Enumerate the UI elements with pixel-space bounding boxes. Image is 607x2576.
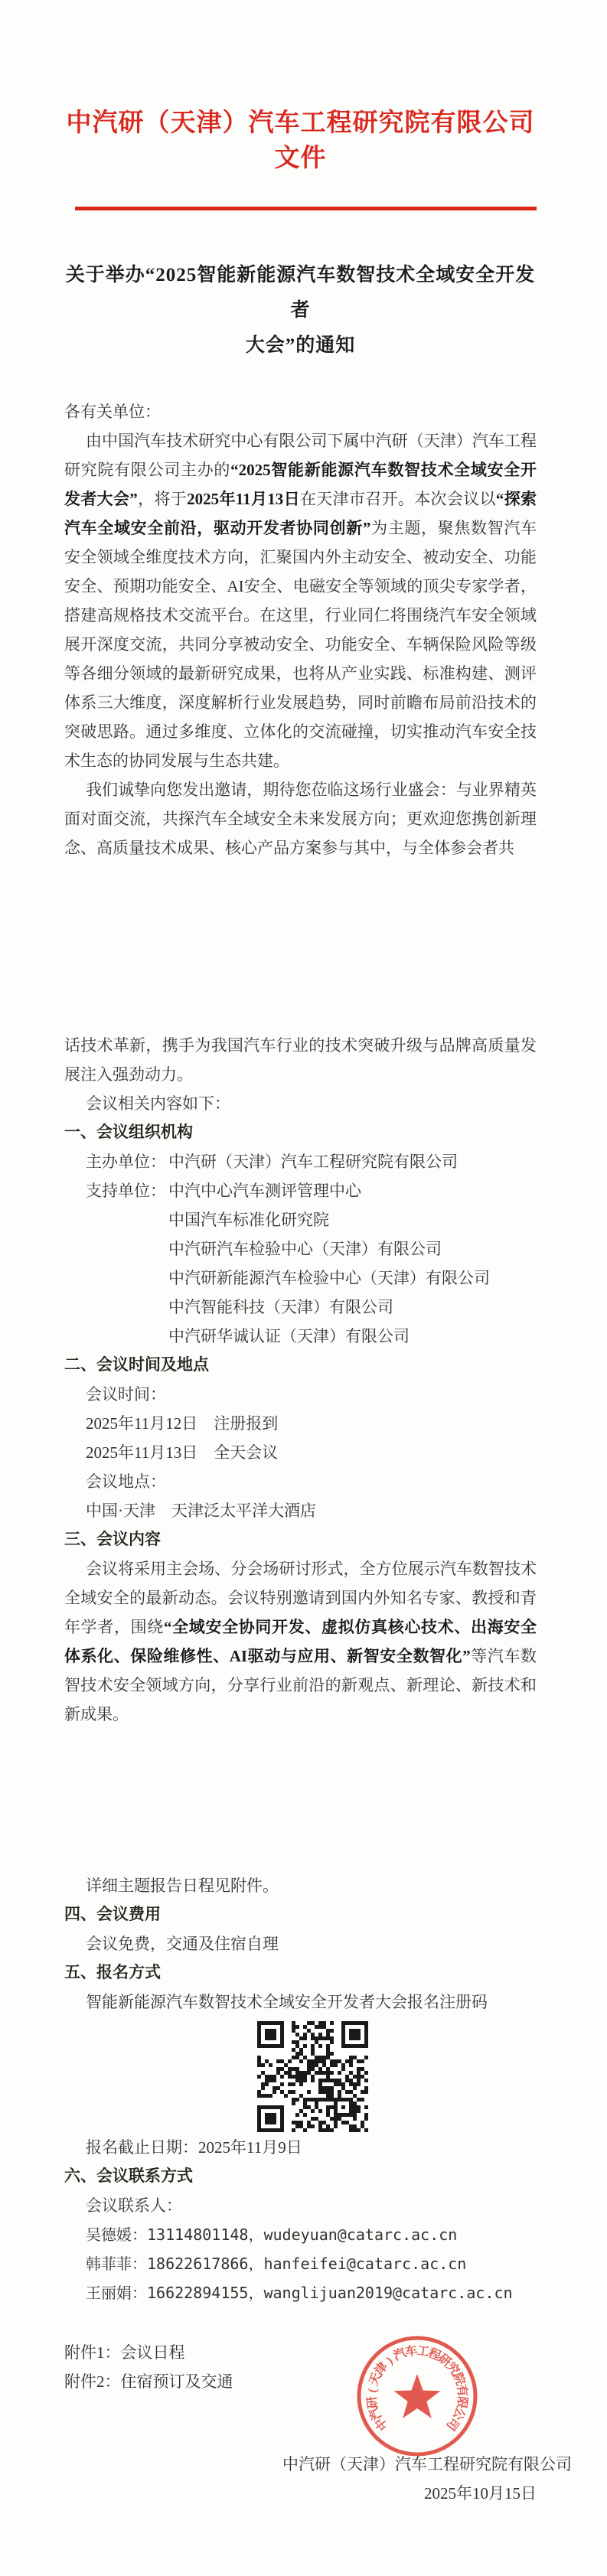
section-1-heading: 一、会议组织机构 bbox=[64, 1123, 193, 1141]
signature-block bbox=[64, 2450, 572, 2508]
org-support-row bbox=[86, 1205, 537, 1234]
page-break-gap-2 bbox=[64, 1729, 537, 1871]
supporter-3: 中汽研新能源汽车检验中心（天津）有限公司 bbox=[168, 1269, 490, 1287]
svg-text:有: 有 bbox=[454, 2383, 469, 2398]
intro-seg-6: 为主题，聚焦数智汽车安全领域全维度技术方向，汇聚国内外主动安全、被动安全、功能安全、预期功能安全、AI安全、电磁安全等领域的顶尖专家学者，搭建高规格技术交流平台。在这里，行业同仁将围绕汽车安全领域展开深度交流，共同分享被动安全、功能安全、车辆保险风险等级等各细分领域的最新研究成果，也将从产业实践、标准构建、测评体系三大维度，深度解析行业发展趋势，同时前瞻布局前沿技术的突破思路。通过多维度、立体化的交流碰撞，切实推动汽车安全技术生态的协同发展与生态共建。 bbox=[64, 519, 537, 770]
support-label: 支持单位： bbox=[86, 1182, 166, 1200]
supporter-4: 中汽智能科技（天津）有限公司 bbox=[168, 1298, 393, 1316]
time-item-1: 2025年11月13日 全天会议 bbox=[86, 1443, 279, 1462]
svg-text:研: 研 bbox=[436, 2352, 454, 2370]
intro-seg-4: 在天津市召开。本次会议以 bbox=[299, 490, 496, 508]
host-value: 中汽研（天津）汽车工程研究院有限公司 bbox=[168, 1153, 458, 1171]
contact-1: 韩菲菲：18622617866，hanfeifei@catarc.ac.cn bbox=[86, 2255, 467, 2273]
org-support-row bbox=[86, 1293, 537, 1322]
svg-text:津: 津 bbox=[372, 2360, 391, 2379]
intro-seg-3: 2025年11月13日 bbox=[187, 490, 300, 508]
qr-caption: 智能新能源汽车数智技术全域安全开发者大会报名注册码 bbox=[86, 1993, 488, 2011]
svg-text:限: 限 bbox=[454, 2395, 469, 2410]
time-label: 会议时间： bbox=[86, 1385, 166, 1404]
svg-text:程: 程 bbox=[426, 2346, 443, 2363]
svg-text:(: ( bbox=[366, 2387, 380, 2394]
document-title bbox=[64, 258, 537, 364]
supporter-1: 中国汽车标准化研究院 bbox=[168, 1211, 329, 1229]
document-title-line2: 大会”的通知 bbox=[245, 335, 356, 356]
supporter-0: 中汽中心汽车测评管理中心 bbox=[168, 1182, 361, 1200]
svg-text:公: 公 bbox=[449, 2405, 467, 2422]
page-break-gap-1 bbox=[64, 862, 537, 1031]
invite-paragraph-part2: 话技术革新，携手为我国汽车行业的技术突破升级与品牌高质量发展注入强劲动力。 bbox=[64, 1036, 537, 1084]
invite-paragraph-part1: 我们诚挚向您发出邀请，期待您莅临这场行业盛会：与业界精英面对面交流，共探汽车全域安全未来发展方向；更欢迎您携创新理念、高质量技术成果、核心产品方案参与其中，与全体参会者共 bbox=[64, 781, 537, 857]
signature-org: 中汽研（天津）汽车工程研究院有限公司 bbox=[282, 2455, 572, 2473]
contact-0: 吴德媛：13114801148，wudeyuan@catarc.ac.cn bbox=[86, 2225, 458, 2244]
section-6-heading: 六、会议联系方式 bbox=[64, 2167, 193, 2185]
agenda-note: 详细主题报告日程见附件。 bbox=[86, 1877, 279, 1895]
section-5-heading: 五、报名方式 bbox=[64, 1964, 161, 1981]
deadline-line: 报名截止日期：2025年11月9日 bbox=[86, 2138, 302, 2157]
svg-text:中: 中 bbox=[373, 2415, 391, 2433]
intro-paragraph bbox=[64, 426, 537, 775]
svg-text:车: 车 bbox=[404, 2344, 419, 2359]
attachment-1: 附件1：会议日程 bbox=[64, 2343, 185, 2362]
svg-text:汽: 汽 bbox=[391, 2346, 409, 2363]
place-value: 中国·天津 天津泛太平洋大酒店 bbox=[86, 1502, 316, 1520]
attachments bbox=[64, 2338, 537, 2396]
document-body bbox=[64, 397, 572, 2508]
contact-2: 王丽娟：16622894155，wanglijuan2019@catarc.ac.cn bbox=[86, 2284, 513, 2302]
fee-line: 会议免费，交通及住宿自理 bbox=[86, 1935, 279, 1953]
content-seg-2: 等汽车数智技术安全领域方向，分享行业前沿的新观点、新理论、新技术和新成果。 bbox=[64, 1647, 537, 1723]
content-seg-0: 会议将采用主会场、分会场研讨形式，全方位展示汽车数智技术全域安全的最新动态。会议特别邀请到国内外知名专家、教授和青年学者，围绕 bbox=[64, 1560, 537, 1636]
org-support-row bbox=[86, 1176, 537, 1205]
signature-date: 2025年10月15日 bbox=[424, 2484, 537, 2503]
content-paragraph bbox=[64, 1554, 537, 1729]
svg-text:院: 院 bbox=[450, 2371, 468, 2388]
svg-text:司: 司 bbox=[443, 2415, 462, 2433]
svg-text:汽: 汽 bbox=[367, 2405, 385, 2422]
supporter-5: 中汽研华诚认证（天津）有限公司 bbox=[168, 1327, 410, 1345]
intro-seg-2: ，将于 bbox=[137, 490, 188, 508]
host-label: 主办单位： bbox=[86, 1153, 166, 1171]
org-host-row bbox=[86, 1147, 537, 1176]
section-2-heading: 二、会议时间及地点 bbox=[64, 1356, 209, 1374]
salutation: 各有关单位： bbox=[64, 403, 161, 421]
supporter-2: 中汽研汽车检验中心（天津）有限公司 bbox=[168, 1240, 442, 1258]
svg-text:): ) bbox=[383, 2354, 396, 2368]
org-support-row bbox=[86, 1234, 537, 1264]
attachment-2: 附件2：住宿预订及交通 bbox=[64, 2372, 233, 2391]
intro-seg-5: “探索汽车全域安全前沿，驱动开发者协同创新” bbox=[64, 490, 537, 537]
time-item-0: 2025年11月12日 注册报到 bbox=[86, 1414, 279, 1433]
svg-text:研: 研 bbox=[365, 2395, 380, 2410]
place-label: 会议地点： bbox=[86, 1472, 166, 1491]
document-title-line1: 关于举办“2025智能新能源汽车数智技术全域安全开发者 bbox=[65, 265, 536, 321]
svg-text:天: 天 bbox=[367, 2371, 384, 2388]
section-4-heading: 四、会议费用 bbox=[64, 1906, 161, 1923]
qr-code-area bbox=[64, 2021, 537, 2133]
org-support-row bbox=[86, 1264, 537, 1293]
red-document-banner: 中汽研（天津）汽车工程研究院有限公司文件 bbox=[66, 109, 535, 172]
contact-label: 会议联系人： bbox=[86, 2196, 182, 2215]
registration-qr-code bbox=[257, 2021, 368, 2132]
content-seg-1: “全域安全协同开发、虚拟仿真核心技术、出海安全体系化、保险维修性、AI驱动与应用、新智安全数智化” bbox=[64, 1618, 537, 1665]
red-divider-rule bbox=[75, 207, 537, 210]
intro-seg-1: “2025智能新能源汽车数智技术全域安全开发者大会” bbox=[64, 461, 537, 508]
svg-text:工: 工 bbox=[416, 2344, 430, 2359]
org-support-row bbox=[86, 1322, 537, 1351]
section-3-heading: 三、会议内容 bbox=[64, 1531, 161, 1548]
intro-seg-0: 由中国汽车技术研究中心有限公司下属中汽研（天津）汽车工程研究院有限公司主办的 bbox=[64, 432, 537, 479]
lead-in-line: 会议相关内容如下： bbox=[86, 1094, 230, 1113]
svg-text:究: 究 bbox=[443, 2360, 462, 2379]
